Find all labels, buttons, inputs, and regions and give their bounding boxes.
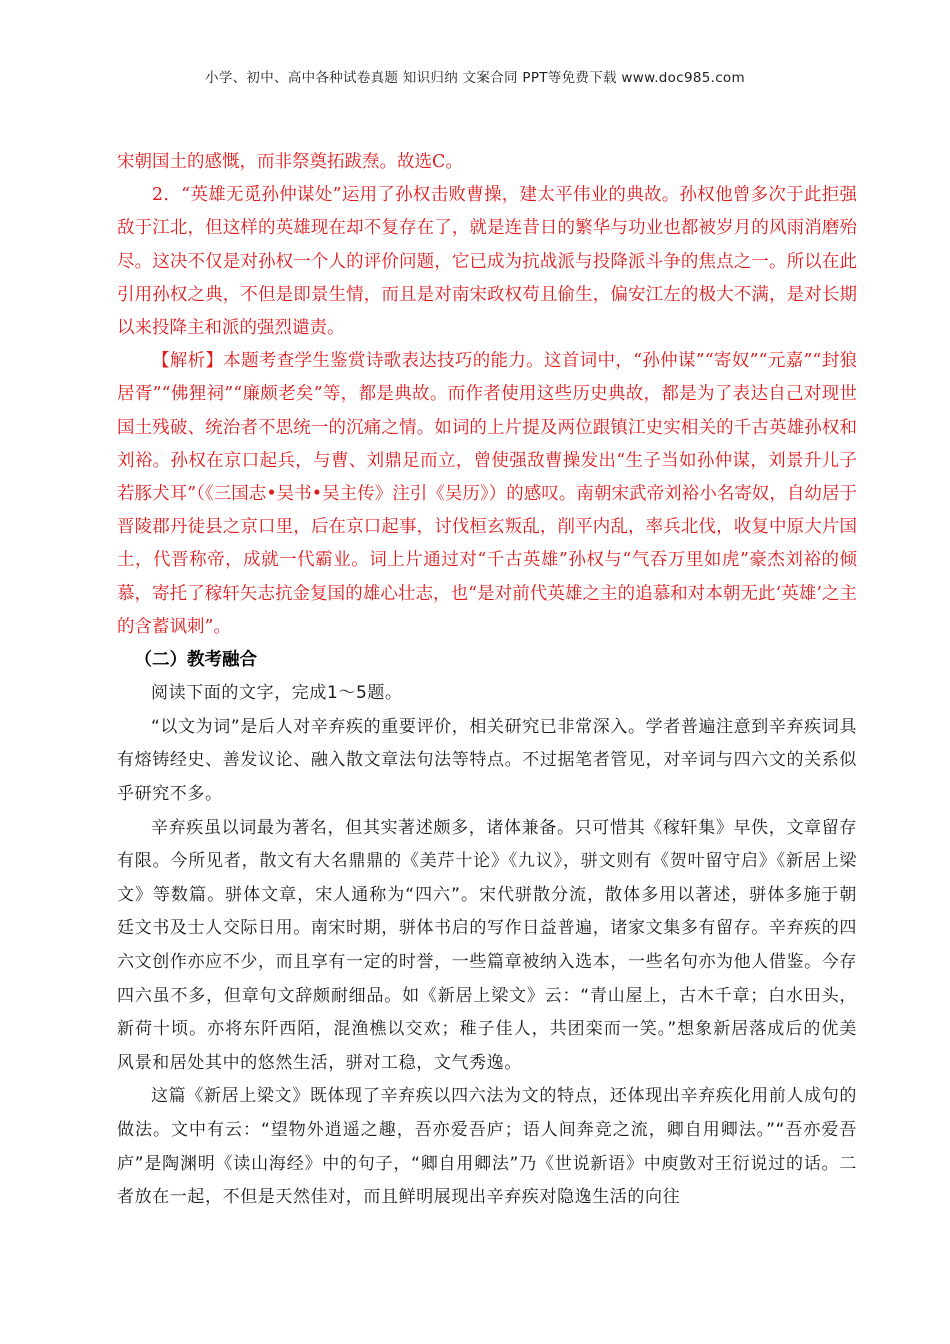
analysis-text: 本题考查学生鉴赏诗歌表达技巧的能力。这首词中，“孙仲谋”“寄奴”“元嘉”“封狼居胥”“佛狸祠”“廉颇老矣”等，都是典故。而作者使用这些历史典故，都是为了表达自己对现世国土残破、统治者不思统一的沉痛之情。如词的上片提及两位跟镇江史实相关的千古英雄孙权和刘裕。孙权在京口起兵，与曹、刘鼎足而立，曾使强敌曹操发出“生子当如孙仲谋，刘景升儿子若豚犬耳”（《三国志•吴书•吴主传》注引《吴历》）的感叹。南朝宋武帝刘裕小名寄奴，自幼居于晋陵郡丹徒县之京口里，后在京口起事，讨伐桓玄叛乱，削平内乱，率兵北伐，收复中原大片国土，代晋称帝，成就一代霸业。词上片通过对“千古英雄”孙权与“气吞万里如虎”豪杰刘裕的倾慕，寄托了稼轩矢志抗金复国的雄心壮志，也“是对前代英雄之主的追慕和对本朝无此‘英雄’之主的含蓄讽刺”。 <box>117 351 858 637</box>
reading-paragraph-2: 辛弃疾虽以词最为著名，但其实著述颇多，诸体兼备。只可惜其《稼轩集》早佚，文章留存有限。今所见者，散文有大名鼎鼎的《美芹十论》《九议》，骈文则有《贺叶留守启》《新居上梁文》等数篇。骈体文章，宋人通称为“四六”。宋代骈散分流，散体多用以著述，骈体多施于朝廷文书及士人交际日用。南宋时期，骈体书启的写作日益普遍，诸家文集多有留存。辛弃疾的四六文创作亦应不少，而且享有一定的时誉，一些篇章被纳入选本，一些名句亦为他人借鉴。今存四六虽不多，但章句文辞颇耐细品。如《新居上梁文》云：“青山屋上，古木千章；白水田头，新荷十顷。亦将东阡西陌，混渔樵以交欢；稚子佳人，共团栾而一笑。”想象新居落成后的优美风景和居处其中的悠然生活，骈对工稳，文气秀逸。 <box>117 817 857 1073</box>
analysis-paragraph <box>117 345 857 644</box>
answer-paragraph-1: 宋朝国土的感慨，而非祭奠拓跋焘。故选C。 <box>117 152 463 172</box>
reading-paragraph-3: 这篇《新居上梁文》既体现了辛弃疾以四六法为文的特点，还体现出辛弃疾化用前人成句的做法。文中有云：“望物外逍遥之趣，吾亦爱吾庐；语人间奔竞之流，卿自用卿法。”“吾亦爱吾庐”是陶渊明《读山海经》中的句子，“卿自用卿法”乃《世说新语》中庾敳对王衍说过的话。二者放在一起，不但是天然佳对，而且鲜明展现出辛弃疾对隐逸生活的向往 <box>117 1086 857 1208</box>
analysis-label: 【解析】 <box>152 351 224 372</box>
reading-instruction: 阅读下面的文字，完成1～5题。 <box>151 683 403 704</box>
reading-paragraph-1: “以文为词”是后人对辛弃疾的重要评价，相关研究已非常深入。学者普遍注意到辛弃疾词具有熔铸经史、善发议论、融入散文章法句法等特点。不过据笔者管见，对辛词与四六文的关系似乎研究不多。 <box>117 716 857 805</box>
page-header: 小学、初中、高中各种试卷真题 知识归纳 文案合同 PPT等免费下载 www.doc985.com <box>205 70 745 86</box>
section-title: （二）教考融合 <box>134 650 257 671</box>
document-body <box>117 146 857 1215</box>
answer-paragraph-2: 2．“英雄无觅孙仲谋处”运用了孙权击败曹操，建太平伟业的典故。孙权他曾多次于此拒强敌于江北，但这样的英雄现在却不复存在了，就是连昔日的繁华与功业也都被岁月的风雨消磨殆尽。这决不仅是对孙权一个人的评价问题，它已成为抗战派与投降派斗争的焦点之一。所以在此引用孙权之典，不但是即景生情，而且是对南宋政权苟且偷生，偏安江左的极大不满，是对长期以来投降主和派的强烈谴责。 <box>117 185 857 339</box>
